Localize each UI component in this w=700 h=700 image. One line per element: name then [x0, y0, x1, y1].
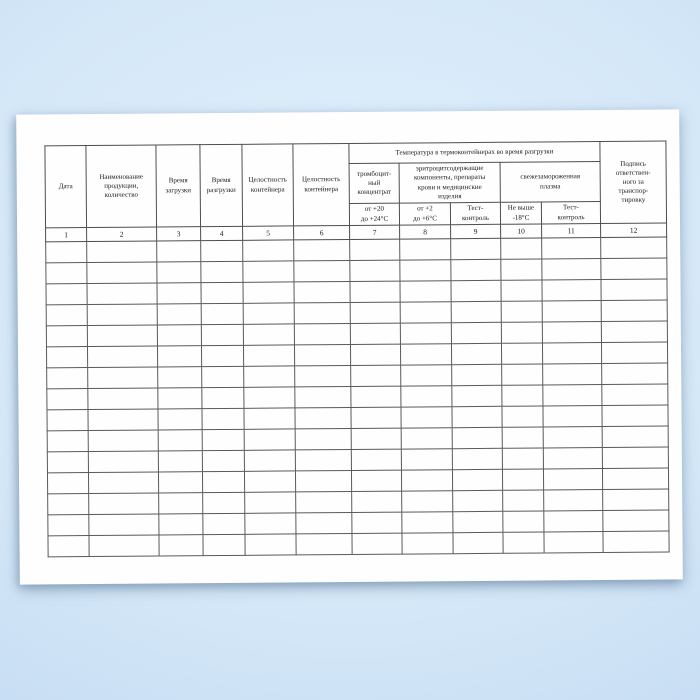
empty-cell	[601, 258, 667, 280]
empty-cell	[602, 384, 668, 406]
empty-cell	[401, 428, 452, 449]
empty-cell	[244, 471, 295, 492]
empty-cell	[295, 470, 351, 491]
empty-cell	[88, 430, 158, 452]
empty-cell	[400, 344, 451, 365]
empty-cell	[544, 511, 603, 532]
empty-cell	[400, 260, 451, 281]
empty-cell	[47, 431, 88, 452]
column-number: 1	[46, 228, 87, 242]
empty-cell	[46, 326, 87, 347]
empty-cell	[602, 363, 668, 385]
empty-cell	[503, 511, 544, 532]
col-header-container-integrity-2: Целостность контейнера	[293, 143, 350, 225]
empty-cell	[400, 239, 451, 260]
empty-cell	[48, 536, 89, 557]
col-header-container-integrity-1: Целостность контейнера	[242, 144, 294, 226]
empty-cell	[157, 241, 201, 262]
empty-cell	[453, 511, 503, 532]
empty-cell	[47, 452, 88, 473]
empty-cell	[502, 469, 543, 490]
empty-cell	[294, 323, 350, 344]
empty-cell	[203, 534, 245, 555]
empty-cell	[203, 513, 245, 534]
empty-cell	[350, 323, 400, 344]
col-header-loading-time: Время загрузки	[156, 145, 201, 227]
group-header-temperature: Температура в термоконтейнерах во время разгрузки	[349, 142, 600, 164]
empty-cell	[601, 300, 667, 322]
empty-cell	[87, 241, 157, 263]
empty-cell	[401, 449, 452, 470]
empty-cell	[502, 364, 543, 385]
empty-cell	[294, 281, 350, 302]
empty-cell	[159, 493, 203, 514]
empty-cell	[47, 389, 88, 410]
empty-cell	[400, 281, 451, 302]
empty-cell	[158, 430, 202, 451]
empty-cell	[350, 302, 400, 323]
empty-cell	[47, 410, 88, 431]
empty-cell	[88, 472, 158, 494]
empty-cell	[202, 408, 244, 429]
col-header-product-quantity: Наименование продукции, количество	[86, 145, 157, 228]
empty-cell	[158, 451, 202, 472]
empty-cell	[46, 242, 87, 263]
empty-cell	[501, 322, 542, 343]
table-body-empty-rows	[46, 237, 670, 557]
empty-cell	[46, 263, 87, 284]
empty-cell	[451, 301, 501, 322]
column-number: 5	[243, 226, 294, 240]
empty-cell	[159, 535, 203, 556]
empty-cell	[157, 262, 201, 283]
empty-cell	[244, 429, 295, 450]
empty-cell	[542, 238, 601, 259]
col-header-date: Дата	[45, 146, 87, 228]
empty-cell	[501, 343, 542, 364]
empty-cell	[46, 305, 87, 326]
empty-cell	[544, 532, 603, 553]
empty-cell	[88, 388, 158, 410]
empty-cell	[295, 449, 351, 470]
empty-cell	[502, 448, 543, 469]
empty-cell	[89, 535, 159, 557]
transport-temperature-log-table	[44, 141, 669, 558]
empty-cell	[543, 427, 602, 448]
empty-cell	[543, 385, 602, 406]
empty-cell	[603, 489, 669, 511]
empty-cell	[88, 451, 158, 473]
empty-cell	[602, 447, 668, 469]
empty-cell	[451, 259, 501, 280]
empty-cell	[501, 259, 542, 280]
empty-cell	[201, 261, 243, 282]
empty-cell	[543, 364, 602, 385]
table-header	[45, 141, 667, 242]
subgroup-erythrocyte-components: эритроцитсодержащие компоненты, препараты крови и медицинские изделия	[399, 162, 500, 203]
test-control-2: Тест- контроль	[541, 202, 600, 224]
empty-cell	[294, 302, 350, 323]
empty-cell	[47, 368, 88, 389]
column-number: 12	[601, 223, 667, 238]
empty-cell	[245, 492, 296, 513]
empty-cell	[350, 260, 400, 281]
column-number: 3	[157, 227, 201, 241]
empty-cell	[295, 428, 351, 449]
empty-cell	[243, 282, 294, 303]
empty-cell	[158, 367, 202, 388]
empty-cell	[402, 491, 453, 512]
empty-cell	[542, 301, 601, 322]
empty-cell	[542, 343, 601, 364]
empty-cell	[401, 386, 452, 407]
column-number: 7	[350, 225, 400, 239]
empty-cell	[89, 514, 159, 536]
empty-cell	[544, 490, 603, 511]
empty-cell	[352, 533, 402, 554]
empty-cell	[543, 469, 602, 490]
empty-cell	[46, 284, 87, 305]
empty-cell	[503, 532, 544, 553]
empty-cell	[47, 473, 88, 494]
empty-cell	[452, 448, 502, 469]
empty-cell	[501, 280, 542, 301]
empty-cell	[294, 344, 350, 365]
empty-cell	[201, 324, 243, 345]
empty-cell	[201, 240, 243, 261]
column-number: 9	[451, 224, 501, 238]
empty-cell	[501, 301, 542, 322]
empty-cell	[543, 448, 602, 469]
empty-cell	[243, 324, 294, 345]
test-control-1: Тест- контроль	[450, 202, 500, 224]
empty-cell	[542, 259, 601, 280]
empty-cell	[296, 491, 352, 512]
empty-cell	[451, 322, 501, 343]
empty-cell	[351, 365, 401, 386]
empty-log-row	[48, 531, 669, 557]
empty-cell	[201, 303, 243, 324]
empty-cell	[87, 346, 157, 368]
empty-cell	[203, 492, 245, 513]
empty-cell	[601, 279, 667, 301]
empty-cell	[452, 385, 502, 406]
empty-cell	[158, 409, 202, 430]
empty-cell	[202, 450, 244, 471]
empty-cell	[502, 406, 543, 427]
empty-cell	[294, 239, 350, 260]
empty-cell	[451, 280, 501, 301]
empty-cell	[601, 321, 667, 343]
empty-cell	[157, 346, 201, 367]
empty-cell	[245, 513, 296, 534]
range-minus18: Не выше -18°С	[500, 202, 541, 224]
empty-cell	[296, 512, 352, 533]
empty-cell	[402, 512, 453, 533]
empty-cell	[350, 344, 400, 365]
empty-cell	[87, 283, 157, 305]
empty-cell	[401, 470, 452, 491]
empty-cell	[48, 515, 89, 536]
empty-cell	[244, 450, 295, 471]
empty-cell	[88, 367, 158, 389]
empty-cell	[601, 237, 667, 259]
empty-cell	[350, 239, 400, 260]
empty-cell	[351, 428, 401, 449]
column-number: 6	[294, 225, 350, 239]
empty-cell	[603, 531, 669, 553]
empty-cell	[501, 238, 542, 259]
range-plus2-6: от +2 до +6°С	[399, 203, 450, 225]
empty-cell	[244, 387, 295, 408]
empty-cell	[157, 325, 201, 346]
empty-cell	[88, 409, 158, 431]
range-plus20-24: от +20 до +24°С	[349, 203, 399, 225]
empty-cell	[87, 325, 157, 347]
empty-cell	[603, 468, 669, 490]
empty-cell	[89, 493, 159, 515]
empty-cell	[452, 469, 502, 490]
empty-cell	[503, 490, 544, 511]
empty-cell	[244, 408, 295, 429]
empty-cell	[46, 347, 87, 368]
empty-cell	[352, 491, 402, 512]
empty-cell	[402, 533, 453, 554]
col-header-unloading-time: Время разгрузки	[200, 144, 243, 226]
empty-cell	[451, 238, 501, 259]
empty-cell	[159, 514, 203, 535]
empty-cell	[602, 426, 668, 448]
document-sheet	[16, 109, 683, 584]
empty-cell	[158, 388, 202, 409]
empty-cell	[202, 429, 244, 450]
empty-cell	[87, 304, 157, 326]
empty-cell	[602, 342, 668, 364]
empty-cell	[48, 494, 89, 515]
empty-cell	[243, 345, 294, 366]
empty-cell	[201, 282, 243, 303]
empty-cell	[295, 407, 351, 428]
empty-cell	[157, 304, 201, 325]
empty-cell	[296, 533, 352, 554]
empty-cell	[245, 534, 296, 555]
column-number: 10	[501, 224, 542, 238]
subgroup-platelet-concentrate: тромбоцит- ный концентрат	[349, 163, 399, 203]
empty-cell	[502, 385, 543, 406]
empty-cell	[243, 303, 294, 324]
col-header-signature: Подпись ответствен- ного за транспор- тировку	[600, 141, 667, 224]
subgroup-fresh-frozen-plasma: свежезамороженная плазма	[500, 162, 600, 203]
empty-cell	[350, 281, 400, 302]
empty-cell	[603, 510, 669, 532]
column-number: 8	[400, 225, 451, 239]
empty-cell	[401, 407, 452, 428]
empty-cell	[452, 364, 502, 385]
empty-cell	[352, 512, 402, 533]
empty-cell	[295, 365, 351, 386]
empty-cell	[401, 365, 452, 386]
empty-cell	[542, 322, 601, 343]
empty-cell	[452, 406, 502, 427]
empty-cell	[602, 405, 668, 427]
empty-cell	[87, 262, 157, 284]
empty-cell	[243, 261, 294, 282]
empty-cell	[202, 366, 244, 387]
column-number: 4	[201, 226, 243, 240]
empty-cell	[400, 323, 451, 344]
column-number: 2	[87, 227, 157, 242]
empty-cell	[202, 387, 244, 408]
empty-cell	[158, 472, 202, 493]
empty-cell	[243, 240, 294, 261]
empty-cell	[202, 471, 244, 492]
empty-cell	[451, 343, 501, 364]
empty-cell	[400, 302, 451, 323]
empty-cell	[201, 345, 243, 366]
empty-cell	[157, 283, 201, 304]
empty-cell	[351, 386, 401, 407]
empty-cell	[351, 470, 401, 491]
empty-cell	[452, 427, 502, 448]
empty-cell	[351, 407, 401, 428]
empty-cell	[543, 406, 602, 427]
empty-cell	[453, 532, 503, 553]
empty-cell	[502, 427, 543, 448]
empty-cell	[542, 280, 601, 301]
empty-cell	[244, 366, 295, 387]
empty-cell	[453, 490, 503, 511]
column-number: 11	[542, 224, 601, 238]
empty-cell	[295, 386, 351, 407]
empty-cell	[294, 260, 350, 281]
empty-cell	[351, 449, 401, 470]
